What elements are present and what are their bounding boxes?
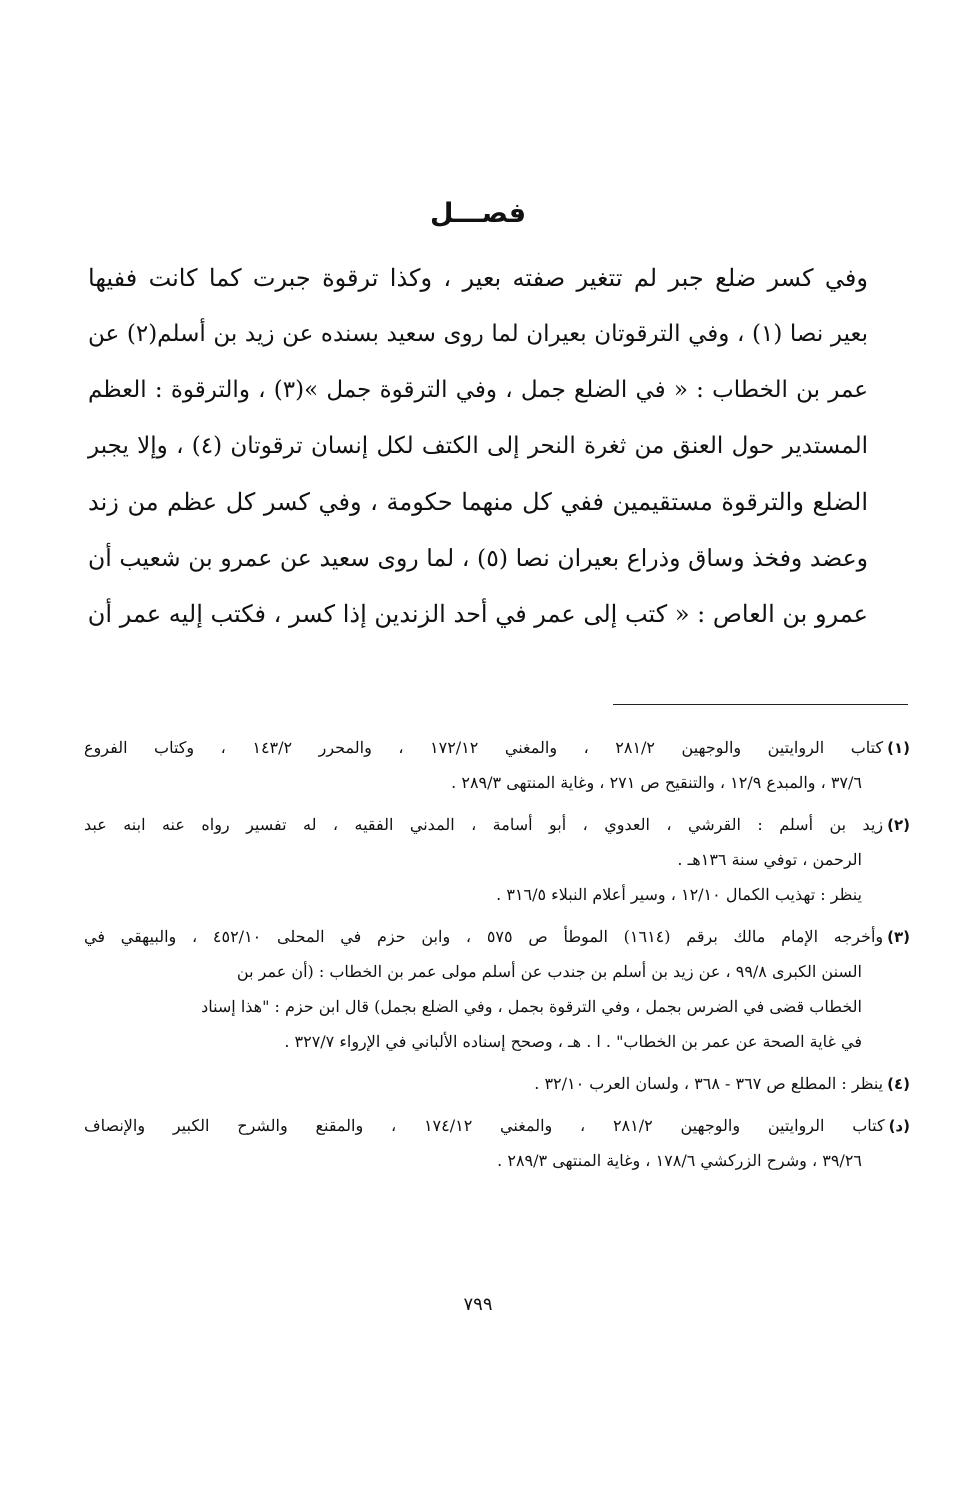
footnote-line: [84, 730, 910, 765]
footnote-number: (٤): [887, 1075, 910, 1093]
footnote-number: (٢): [887, 816, 910, 834]
body-line: عمر بن الخطاب : « في الضلع جمل ، وفي الترقوة جمل »(٣) ، والترقوة : العظم: [88, 377, 868, 403]
footnote-text: كتاب الروايتين والوجهين ٢٨١/٢ ، والمغني ١٧٤/١٢ ، والمقنع والشرح الكبير والإنصاف: [84, 1116, 885, 1135]
footnote-number: (د): [888, 1117, 910, 1135]
footnote-text: كتاب الروايتين والوجهين ٢٨١/٢ ، والمغني ١٧٢/١٢ ، والمحرر ١٤٣/٢ ، وكتاب الفروع: [84, 738, 884, 757]
body-line: وفي كسر ضلع جبر لم تتغير صفته بعير ، وكذا ترقوة جبرت كما كانت ففيها: [88, 264, 868, 292]
footnote-2: [84, 807, 910, 912]
page-number: ٧٩٩: [463, 1294, 493, 1315]
body-line: عمرو بن العاص : « كتب إلى عمر في أحد الزندين إذا كسر ، فكتب إليه عمر أن: [87, 600, 868, 628]
footnote-line: [84, 807, 910, 842]
footnote-line: [84, 1066, 910, 1101]
footnote-text: وأخرجه الإمام مالك برقم (١٦١٤) الموطأ ص ٥٧٥ ، وابن حزم في المحلى ٤٥٢/١٠ ، والبيهقي في: [84, 927, 884, 946]
body-line: المستدير حول العنق من ثغرة النحر إلى الكتف لكل إنسان ترقوتان (٤) ، وإلا يجبر: [88, 433, 868, 459]
footnote-number: (٣): [887, 928, 911, 946]
body-line: الضلع والترقوة مستقيمين ففي كل منهما حكومة ، وفي كسر كل عظم من زند: [88, 488, 868, 516]
section-heading: فصـــل: [429, 198, 527, 229]
footnote-text: زيد بن أسلم : القرشي ، العدوي ، أبو أسامة ، المدني الفقيه ، له تفسير رواه عنه ابنه عبد: [84, 815, 884, 834]
footnote-line: ٣٩/٢٦ ، وشرح الزركشي ١٧٨/٦ ، وغاية المنتهى ٢٨٩/٣ .: [497, 1151, 862, 1170]
footnote-4: [84, 1066, 910, 1101]
footnote-1: [84, 730, 910, 800]
footnote-separator: [613, 704, 908, 705]
footnote-5: [84, 1108, 910, 1178]
footnote-line: في غاية الصحة عن عمر بن الخطاب" . ا . هـ ، وصحح إسناده الألباني في الإرواء ٣٢٧/٧ .: [284, 1032, 862, 1051]
footnote-line: ٣٧/٦ ، والمبدع ١٢/٩ ، والتنقيح ص ٢٧١ ، وغاية المنتهى ٢٨٩/٣ .: [451, 773, 862, 792]
footnote-line: [84, 919, 910, 954]
footnote-line: [84, 1108, 910, 1143]
footnote-3: [84, 919, 910, 1059]
body-line: وعضد وفخذ وساق وذراع بعيران نصا (٥) ، لما روى سعيد عن عمرو بن شعيب أن: [88, 544, 868, 572]
footnote-number: (١): [887, 739, 911, 757]
footnote-text: ينظر : المطلع ص ٣٦٧ - ٣٦٨ ، ولسان العرب ٣٢/١٠ .: [534, 1074, 884, 1093]
footnote-line: الرحمن ، توفي سنة ١٣٦هـ .: [677, 850, 862, 869]
main-text: [88, 250, 868, 642]
footnote-line: السنن الكبرى ٩٩/٨ ، عن زيد بن أسلم بن جندب عن أسلم مولى عمر بن الخطاب : (أن عمر بن: [236, 962, 862, 981]
footnotes: [84, 730, 910, 1185]
body-line: بعير نصا (١) ، وفي الترقوتان بعيران لما روى سعيد بسنده عن زيد بن أسلم(٢) عن: [88, 321, 869, 347]
footnote-reference: ينظر : تهذيب الكمال ١٢/١٠ ، وسير أعلام النبلاء ٣١٦/٥ .: [496, 885, 862, 904]
footnote-line: الخطاب قضى في الضرس بجمل ، وفي الترقوة بجمل ، وفي الضلع بجمل) قال ابن حزم : "هذا إسناد: [201, 997, 862, 1016]
